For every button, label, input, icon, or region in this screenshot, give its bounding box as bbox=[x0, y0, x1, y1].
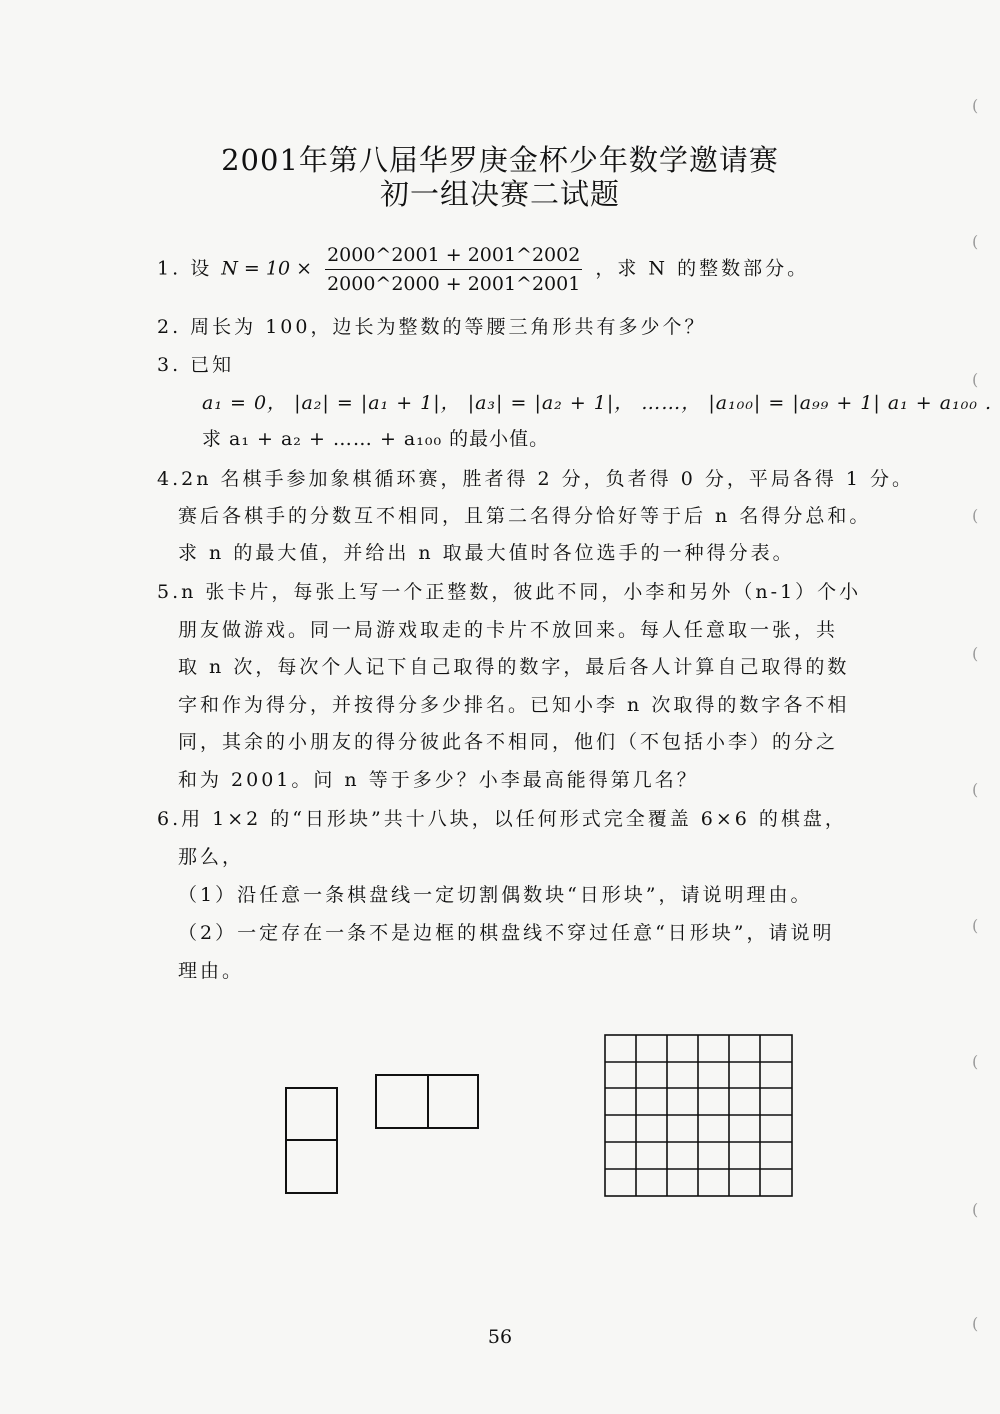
question-3-ask: 求 a₁ + a₂ + …… + a₁₀₀ 的最小值。 bbox=[202, 428, 550, 450]
q1-prefix: N = 10 × bbox=[221, 257, 313, 280]
binding-mark: ( bbox=[972, 232, 979, 251]
q1-denominator: 2000^2000 + 2001^2001 bbox=[327, 273, 581, 295]
binding-mark: ( bbox=[972, 1200, 979, 1219]
horizontal-domino-figure bbox=[375, 1074, 479, 1129]
question-4-line: 求 n 的最大值，并给出 n 取最大值时各位选手的一种得分表。 bbox=[178, 542, 795, 564]
question-6-line: 理由。 bbox=[178, 960, 245, 982]
question-5-line: 字和作为得分，并按得分多少排名。已知小李 n 次取得的数字各不相 bbox=[178, 694, 850, 716]
vertical-domino-figure bbox=[285, 1087, 338, 1194]
question-3-intro: 3. 已知 bbox=[157, 354, 235, 376]
binding-mark: ( bbox=[972, 780, 979, 799]
chessboard-6x6-figure bbox=[604, 1034, 794, 1198]
page-number: 56 bbox=[487, 1326, 513, 1348]
question-2: 2. 周长为 100，边长为整数的等腰三角形共有多少个？ bbox=[157, 316, 707, 338]
question-4-line: 4.2n 名棋手参加象棋循环赛，胜者得 2 分，负者得 0 分，平局各得 1 分。 bbox=[157, 468, 914, 490]
q1-fraction bbox=[325, 244, 582, 295]
binding-mark: ( bbox=[972, 916, 979, 935]
question-6-line: 6.用 1×2 的“日形块”共十八块，以任何形式完全覆盖 6×6 的棋盘， bbox=[157, 808, 847, 830]
question-4-line: 赛后各棋手的分数互不相同，且第二名得分恰好等于后 n 名得分总和。 bbox=[178, 505, 872, 527]
binding-mark: ( bbox=[972, 96, 979, 115]
question-1: 1. 设 N = 10 × $\frac{2000\^{}2001 + 2001\^{}2002}{2000\^{}2000 + 2001\^{}2001}$ ，求 N 的整数部分。 bbox=[157, 244, 810, 295]
question-6-part-1: （1）沿任意一条棋盘线一定切割偶数块“日形块”，请说明理由。 bbox=[178, 884, 813, 906]
question-5-line: 同，其余的小朋友的得分彼此各不相同，他们（不包括小李）的分之 bbox=[178, 731, 839, 753]
question-5-line: 和为 2001。问 n 等于多少？小李最高能得第几名？ bbox=[178, 769, 699, 791]
page-subtitle: 初一组决赛二试题 bbox=[379, 177, 620, 211]
question-6-part-2: （2）一定存在一条不是边框的棋盘线不穿过任意“日形块”，请说明 bbox=[178, 922, 835, 944]
domino-divider bbox=[427, 1076, 429, 1127]
binding-mark: ( bbox=[972, 644, 979, 663]
binding-mark: ( bbox=[972, 506, 979, 525]
question-5-line: 5.n 张卡片，每张上写一个正整数，彼此不同，小李和另外（n-1）个小 bbox=[157, 581, 862, 603]
q1-numerator: 2000^2001 + 2001^2002 bbox=[325, 244, 582, 270]
question-3-formula: a₁ = 0， |a₂| = |a₁ + 1|， |a₃| = |a₂ + 1|， ……， |a₁₀₀| = |a₉₉ + 1| a₁ + a₁₀₀ . bbox=[202, 392, 993, 414]
question-5-line: 取 n 次，每次个人记下自己取得的数字，最后各人计算自己取得的数 bbox=[178, 656, 850, 678]
binding-mark: ( bbox=[972, 1314, 979, 1333]
page-title: 2001年第八届华罗庚金杯少年数学邀请赛 bbox=[221, 143, 779, 177]
domino-divider bbox=[287, 1139, 336, 1141]
binding-mark: ( bbox=[972, 370, 979, 389]
question-5-line: 朋友做游戏。同一局游戏取走的卡片不放回来。每人任意取一张，共 bbox=[178, 619, 839, 641]
question-6-line: 那么， bbox=[178, 846, 245, 868]
binding-mark: ( bbox=[972, 1052, 979, 1071]
